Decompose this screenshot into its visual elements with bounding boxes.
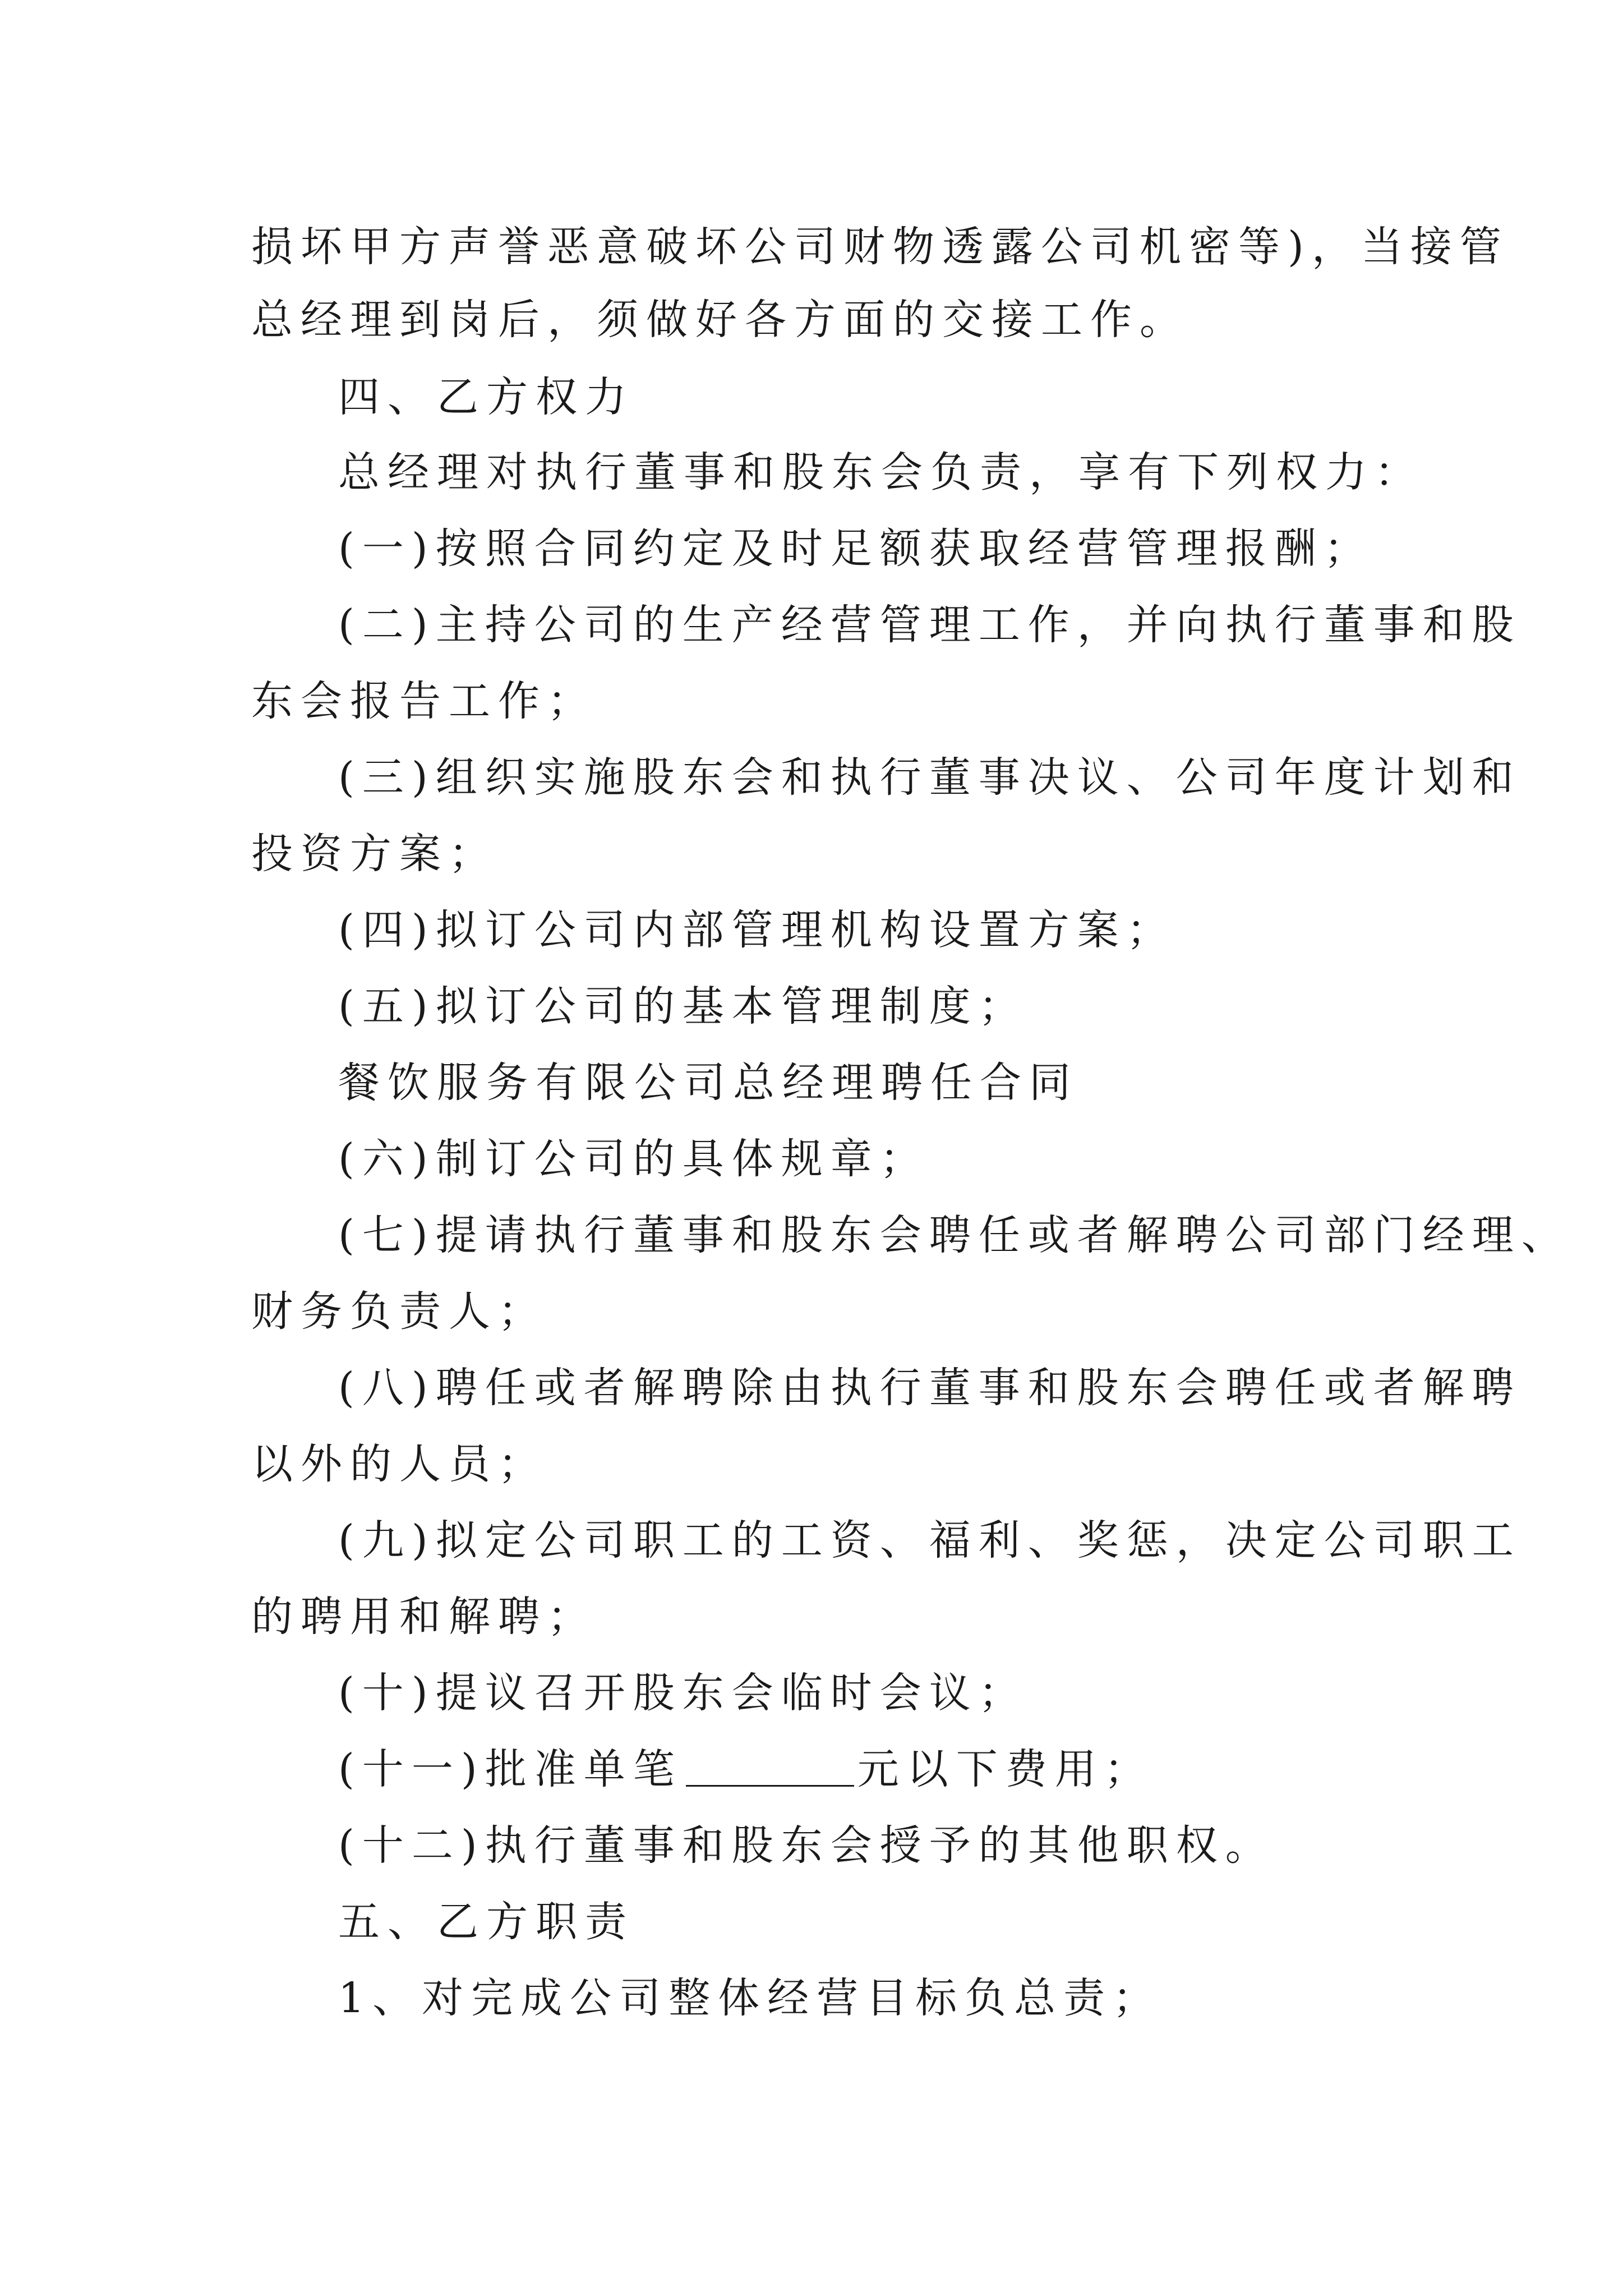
text-line: 的聘用和解聘； xyxy=(251,1593,597,1641)
section-heading: 五、乙方职责 xyxy=(338,1898,634,1946)
text-line: 财务负责人； xyxy=(251,1287,547,1336)
text-line: 餐饮服务有限公司总经理聘任合同 xyxy=(338,1059,1078,1107)
text-line: 东会报告工作； xyxy=(251,677,597,725)
item-11-suffix: 元以下费用； xyxy=(857,1745,1154,1793)
list-item: (八)聘任或者解聘除由执行董事和股东会聘任或者解聘 xyxy=(338,1364,1521,1412)
list-item: (十)提议召开股东会临时会议； xyxy=(338,1669,1028,1717)
item-11-prefix: (十一)批准单笔 xyxy=(338,1745,683,1793)
list-item: (九)拟定公司职工的工资、福利、奖惩，决定公司职工 xyxy=(338,1516,1521,1565)
list-item: (六)制订公司的具体规章； xyxy=(338,1135,929,1183)
text-line: 投资方案； xyxy=(251,830,498,878)
text-line: 总经理对执行董事和股东会负责，享有下列权力： xyxy=(338,448,1424,496)
text-line: 总经理到岗后，须做好各方面的交接工作。 xyxy=(251,296,1189,344)
list-item: (三)组织实施股东会和执行董事决议、公司年度计划和 xyxy=(338,753,1521,802)
list-item: (十二)执行董事和股东会授予的其他职权。 xyxy=(338,1821,1275,1870)
list-item: (五)拟订公司的基本管理制度； xyxy=(338,982,1028,1030)
list-item: (一)按照合同约定及时足额获取经营管理报酬； xyxy=(338,524,1373,573)
text-line: 损坏甲方声誉恶意破坏公司财物透露公司机密等)，当接管 xyxy=(251,223,1509,271)
text-line: 以外的人员； xyxy=(251,1440,547,1488)
list-item: (四)拟订公司内部管理机构设置方案； xyxy=(338,906,1176,954)
fill-in-blank xyxy=(686,1783,854,1787)
list-item: (二)主持公司的生产经营管理工作，并向执行董事和股 xyxy=(338,601,1521,649)
list-item: 1、对完成公司整体经营目标负总责； xyxy=(338,1974,1163,2022)
list-item xyxy=(338,1730,1384,1809)
list-item: (七)提请执行董事和股东会聘任或者解聘公司部门经理、 xyxy=(338,1211,1571,1259)
section-heading: 四、乙方权力 xyxy=(338,373,634,421)
